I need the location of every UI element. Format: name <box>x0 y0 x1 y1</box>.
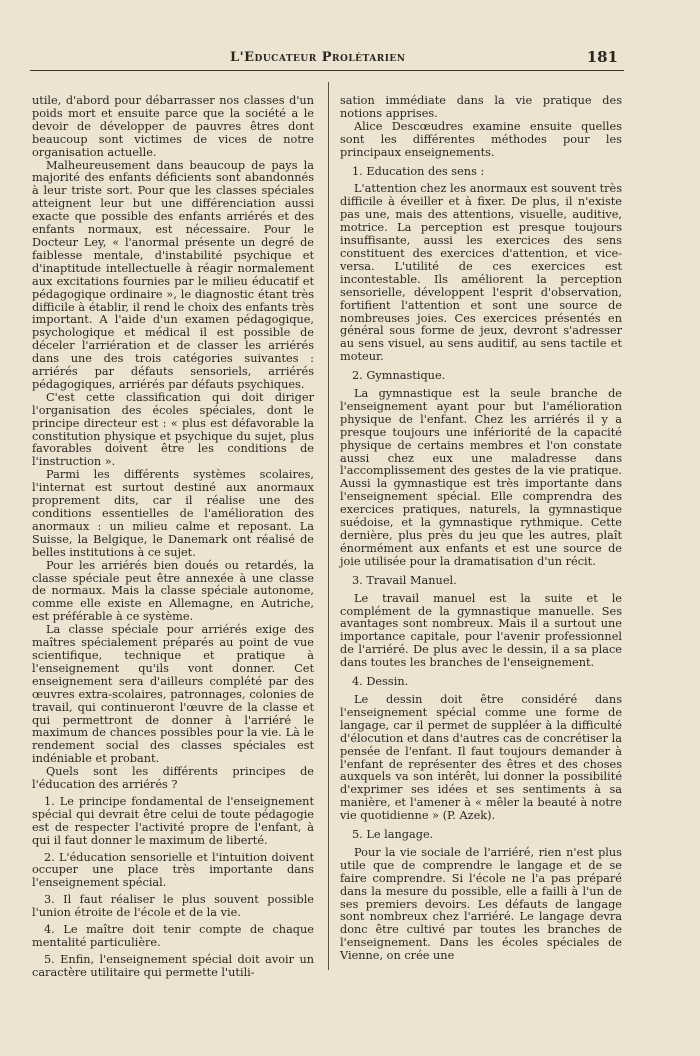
principle-item: 5. Enfin, l'enseignement spécial doit avoir un caractère utilitaire qui permette l'utili- <box>32 952 314 979</box>
column-divider <box>328 82 329 970</box>
paragraph: C'est cette classification qui doit diriger l'organisation des écoles spéciales, dont le principe directeur est : « plus est défavorable la constitution physique et psychique du sujet, plus favorables doivent être les conditions de l'instruction ». <box>32 390 314 469</box>
paragraph: Malheureusement dans beaucoup de pays la majorité des enfants déficients sont abandonnés à leur triste sort. Pour que les classes spéciales atteignent leur but une différenciation aussi exacte que possible des enfants arriérés et des enfants normaux, est nécessaire. Pour le Docteur Ley, « l'anormal présente un degré de faiblesse mentale, d'instabilité psychique et d'inaptitude intellectuelle à réagir normalement aux excitations fournies par le milieu éducatif et pédagogique ordinaire », le diagnostic étant très difficile à établir, il rend le choix des enfants très important. A l'aide d'un examen pédagogique, psychologique et médical il est possible de déceler l'arriération et de classer les arriérés dans une des trois catégories suivantes : arriérés par défauts sensoriels, arriérés pédagogiques, arriérés par défauts psychiques. <box>32 158 314 391</box>
paragraph: Le travail manuel est la suite et le complément de la gymnastique manuelle. Ses avantages sont nombreux. Mais il a surtout une importance capitale, pour l'avenir professionnel de l'arriéré. De plus avec le dessin, il a sa place dans toutes les branches de l'enseignement. <box>340 591 622 670</box>
principle-item: 3. Il faut réaliser le plus souvent possible l'union étroite de l'école et de la vie. <box>32 893 314 920</box>
page-number: 181 <box>586 48 618 66</box>
left-column <box>32 95 314 980</box>
paragraph: Alice Descœudres examine ensuite quelles sont les différentes méthodes pour les principaux enseignements. <box>340 119 622 159</box>
paragraph: Pour les arriérés bien doués ou retardés, la classe spéciale peut être annexée à une classe de normaux. Mais la classe spéciale autonome, comme elle existe en Allemagne, en Autriche, est préférable à ce système. <box>32 558 314 624</box>
right-column <box>340 95 622 963</box>
principle-item: 4. Le maître doit tenir compte de chaque mentalité particulière. <box>32 923 314 949</box>
paragraph: sation immédiate dans la vie pratique des notions apprises. <box>340 94 622 120</box>
paragraph: La gymnastique est la seule branche de l'enseignement ayant pour but l'amélioration physique de l'enfant. Chez les arriérés il y a presque toujours une infériorité de la capacité physique de certains membres et l'on constate aussi chez eux une maladresse dans l'accomplissement des gestes de la vie pratique. Aussi la gymnastique est très importante dans l'enseignement spécial. Elle comprendra des exercices pratiques, naturels, la gymnastique suédoise, et la gymnastique rythmique. Cette dernière, plus près du jeu que les autres, plaît énormément aux enfants et est une source de joie utilisée pour la dramatisation d'un récit. <box>340 387 622 568</box>
paragraph: Parmi les différents systèmes scolaires, l'internat est surtout destiné aux anormaux proprement dits, car il réalise une des conditions essentielles de l'amélioration des anormaux : un milieu calme et reposant. La Suisse, la Belgique, le Danemark ont réalisé de belles institutions à ce sujet. <box>32 468 314 559</box>
paragraph: La classe spéciale pour arriérés exige des maîtres spécialement préparés au point de vue scientifique, technique et pratique à l'enseignement qu'ils vont donner. Cet enseignement sera d'ailleurs complété par des œuvres extra-scolaires, patronnages, colonies de travail, qui continueront l'œuvre de la classe et qui permettront de donner à l'arriéré le maximum de chances possibles pour la vie. Là le rendement social des classes spéciales est indéniable et probant. <box>32 623 314 766</box>
paragraph: Quels sont les différents principes de l'éducation des arriérés ? <box>32 765 314 792</box>
paragraph: Pour la vie sociale de l'arriéré, rien n'est plus utile que de comprendre le langage et de se faire comprendre. Si l'école ne l'a pas préparé dans la mesure du possible, elle a failli à l'un de ses premiers devoirs. Les défauts de langage sont nombreux chez l'arriéré. Le langage devra donc être cultivé par toutes les branches de l'enseignement. Dans les écoles spéciales de Vienne, on crée une <box>340 845 622 963</box>
section-heading: 1. Education des sens : <box>352 164 485 178</box>
principle-item: 1. Le principe fondamental de l'enseignement spécial qui devrait être celui de toute pédagogie est de respecter l'activité propre de l'enfant, à qui il faut donner le maximum de liberté. <box>32 794 314 847</box>
section-heading: 4. Dessin. <box>352 675 409 689</box>
section-heading: 5. Le langage. <box>352 828 434 842</box>
section-heading: 3. Travail Manuel. <box>352 573 457 587</box>
page-header <box>30 40 624 71</box>
paragraph: Le dessin doit être considéré dans l'enseignement spécial comme une forme de langage, car il permet de suppléer à la difficulté d'élocution et dans d'autres cas de concrétiser la pensée de l'enfant. Il faut toujours demander à l'enfant de représenter des êtres et des choses auxquels va son intérêt, lui donner la possibilité d'exprimer ses idées et ses sentiments à sa manière, et l'amener à « mêler la beauté à notre vie quotidienne » (P. Azek). <box>340 692 622 823</box>
paragraph: utile, d'abord pour débarrasser nos classes d'un poids mort et ensuite parce que la société a le devoir de développer de pauvres êtres dont beaucoup sont victimes de vices de notre organisation actuelle. <box>32 94 314 159</box>
paragraph: L'attention chez les anormaux est souvent très difficile à éveiller et à fixer. De plus, il n'existe pas une, mais des attentions, visuelle, auditive, motrice. La perception est presque toujours insuffisante, aussi les exercices des sens constituent des exercices d'attention, et vice-versa. L'utilité de ces exercices est incontestable. Ils améliorent la perception sensorielle, développent l'esprit d'observation, fortifient l'attention et sont une source de nombreuses joies. Ces exercices présentés en général sous forme de jeux, devront s'adresser au sens visuel, au sens auditif, au sens tactile et moteur. <box>340 182 623 364</box>
journal-title: L'Educateur Prolétarien <box>230 50 406 65</box>
principle-item: 2. L'éducation sensorielle et l'intuition doivent occuper une place très importante dans l'enseignement spécial. <box>32 850 314 890</box>
section-heading: 2. Gymnastique. <box>352 369 446 383</box>
